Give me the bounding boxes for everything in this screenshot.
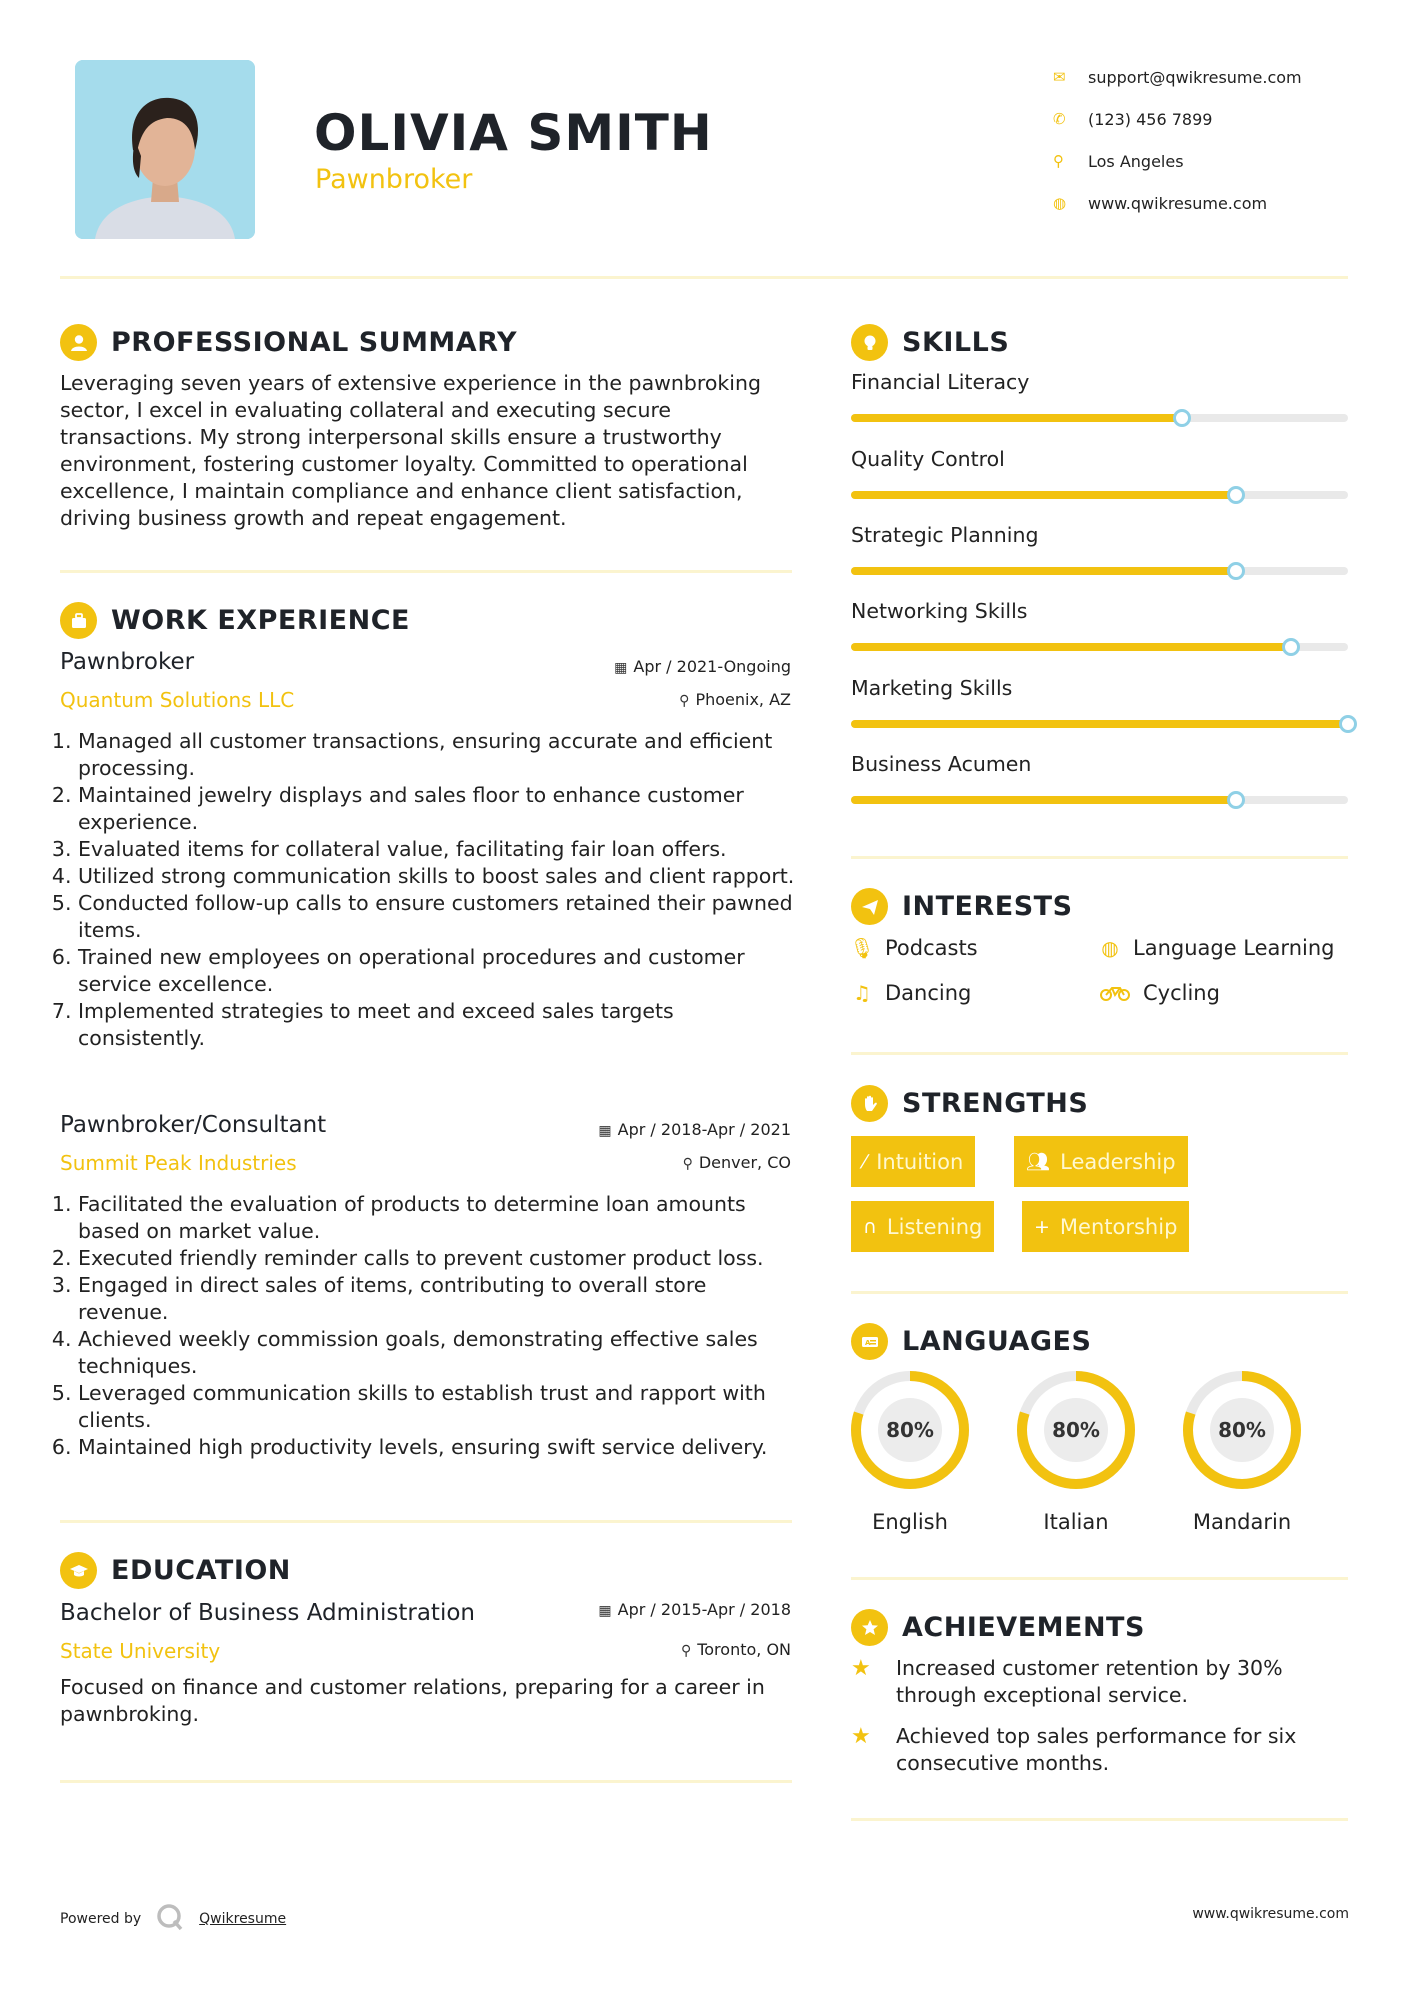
calendar-icon: ▦ <box>598 1123 612 1139</box>
footer-url[interactable]: www.qwikresume.com <box>1192 1906 1349 1922</box>
list-item: 4. Achieved weekly commission goals, demonstrating effective sales techniques. <box>78 1326 796 1380</box>
language-name: Mandarin <box>1192 1510 1292 1534</box>
work-divider <box>60 1520 792 1523</box>
bicycle-icon <box>1099 985 1131 1001</box>
interest-item: 🎙︎ Podcasts <box>849 936 978 960</box>
headphones-icon: ∩ <box>863 1215 877 1238</box>
skills-divider <box>851 856 1348 859</box>
skill-bar-fill <box>851 643 1291 651</box>
job-company: Quantum Solutions LLC <box>60 688 295 712</box>
education-dates: ▦ Apr / 2015-Apr / 2018 <box>598 1600 791 1619</box>
header-divider <box>60 276 1348 279</box>
language-name: Italian <box>1043 1510 1109 1534</box>
candidate-title: Pawnbroker <box>315 164 473 195</box>
job-location: ⚲ Denver, CO <box>682 1153 791 1172</box>
skill-bar-fill <box>851 796 1236 804</box>
skill-bar-fill <box>851 567 1236 575</box>
svg-text:A: A <box>864 1338 870 1347</box>
strength-badge: 👥︎ Leadership <box>1014 1136 1188 1187</box>
pin-icon: ⚲ <box>682 1156 693 1172</box>
job-dates: ▦ Apr / 2018-Apr / 2021 <box>598 1120 791 1139</box>
degree-name: Bachelor of Business Administration <box>60 1600 475 1626</box>
portrait-image <box>75 60 255 239</box>
interests-divider <box>851 1052 1348 1055</box>
skill-item: Marketing Skills <box>851 676 1348 700</box>
briefcase-icon <box>60 602 97 639</box>
music-note-icon: ♫ <box>853 981 871 1005</box>
qwikresume-logo-icon <box>155 1902 185 1936</box>
list-item: 2. Maintained jewelry displays and sales floor to enhance customer experience. <box>78 782 796 836</box>
magic-wand-icon: ⁄ <box>863 1150 867 1173</box>
skill-item: Financial Literacy <box>851 370 1348 394</box>
language-item <box>1180 1368 1304 1534</box>
list-item: 2. Executed friendly reminder calls to prevent customer product loss. <box>78 1245 796 1272</box>
skill-bar-knob <box>1339 715 1357 733</box>
job-location: ⚲ Phoenix, AZ <box>679 690 791 709</box>
job-role: Pawnbroker <box>60 649 195 675</box>
education-heading: EDUCATION <box>60 1552 291 1589</box>
star-icon: ★ <box>851 1656 871 1681</box>
star-icon: ★ <box>851 1724 871 1749</box>
user-plus-icon: + <box>1034 1215 1050 1238</box>
paper-plane-icon <box>851 888 888 925</box>
language-card-icon <box>851 1323 888 1360</box>
list-item: 1. Managed all customer transactions, ensuring accurate and efficient processing. <box>78 728 796 782</box>
language-percent: 80% <box>886 1418 934 1442</box>
strength-badge: ⁄ Intuition <box>851 1136 975 1187</box>
footer-powered-by: Powered by Qwikresume <box>60 1902 286 1936</box>
summary-divider <box>60 570 792 573</box>
calendar-icon: ▦ <box>614 660 628 676</box>
list-item: 3. Evaluated items for collateral value, facilitating fair loan offers. <box>78 836 796 863</box>
skill-item: Networking Skills <box>851 599 1348 623</box>
microphone-icon: 🎙︎ <box>849 936 875 960</box>
list-item: 5. Leveraged communication skills to establish trust and rapport with clients. <box>78 1380 796 1434</box>
user-icon <box>60 324 97 361</box>
pin-icon: ⚲ <box>680 1643 692 1659</box>
profile-photo <box>75 60 255 239</box>
skill-bar-fill <box>851 491 1236 499</box>
lightbulb-icon <box>851 324 888 361</box>
skill-bar <box>851 643 1348 651</box>
job-task-list <box>56 1191 796 1461</box>
achievement-item: ★ Achieved top sales performance for six consecutive months. <box>851 1724 1297 1775</box>
strengths-heading: STRENGTHS <box>851 1085 1088 1122</box>
skill-item: Strategic Planning <box>851 523 1348 547</box>
skill-bar <box>851 796 1348 804</box>
globe-icon: ◍ <box>1101 936 1119 960</box>
achievements-heading: ACHIEVEMENTS <box>851 1609 1145 1646</box>
language-gauge <box>1014 1368 1138 1492</box>
globe-icon: ◍ <box>1053 194 1067 212</box>
job-task-list <box>56 728 796 1052</box>
skill-bar-fill <box>851 720 1348 728</box>
hand-icon <box>851 1085 888 1122</box>
phone-icon: ✆ <box>1053 110 1066 128</box>
graduation-icon <box>60 1552 97 1589</box>
interests-heading: INTERESTS <box>851 888 1073 925</box>
languages-divider <box>851 1577 1348 1580</box>
achievements-divider <box>851 1818 1348 1821</box>
work-heading: WORK EXPERIENCE <box>60 602 410 639</box>
interest-item: ♫ Dancing <box>851 981 971 1005</box>
language-percent: 80% <box>1052 1418 1100 1442</box>
pin-icon: ⚲ <box>679 693 690 709</box>
education-location: ⚲ Toronto, ON <box>680 1640 791 1659</box>
job-company: Summit Peak Industries <box>60 1151 297 1175</box>
skills-heading: SKILLS <box>851 324 1009 361</box>
summary-text: Leveraging seven years of extensive experience in the pawnbroking sector, I excel in evaluating collateral and executing secure transactions. My strong interpersonal skills ensure a trustworthy environment, fostering customer loyalty. Committed to operational excellence, I maintain compliance and enhance client satisfaction, driving business growth and repeat engagement. <box>60 371 761 530</box>
contact-location: ⚲ Los Angeles <box>1050 140 1302 182</box>
language-item <box>1014 1368 1138 1534</box>
list-item: 7. Implemented strategies to meet and exceed sales targets consistently. <box>78 998 796 1052</box>
education-divider <box>60 1780 792 1783</box>
location-pin-icon: ⚲ <box>1053 152 1064 170</box>
contact-list <box>1050 56 1302 224</box>
skill-bar-fill <box>851 414 1182 422</box>
contact-phone[interactable]: ✆ (123) 456 7899 <box>1050 98 1302 140</box>
skill-bar-knob <box>1227 791 1245 809</box>
list-item: 4. Utilized strong communication skills to boost sales and client rapport. <box>78 863 796 890</box>
job-role: Pawnbroker/Consultant <box>60 1112 327 1138</box>
skill-item: Quality Control <box>851 447 1348 471</box>
languages-heading: A LANGUAGES <box>851 1323 1091 1360</box>
skill-item: Business Acumen <box>851 752 1348 776</box>
strengths-divider <box>851 1291 1348 1294</box>
language-percent: 80% <box>1218 1418 1266 1442</box>
language-gauge <box>848 1368 972 1492</box>
language-name: English <box>872 1510 948 1534</box>
strength-badge: + Mentorship <box>1022 1201 1189 1252</box>
calendar-icon: ▦ <box>598 1603 612 1619</box>
candidate-name: OLIVIA SMITH <box>314 104 713 162</box>
school-name: State University <box>60 1639 221 1663</box>
skill-bar <box>851 414 1348 422</box>
interest-item: Cycling <box>1099 981 1220 1005</box>
skill-bar-knob <box>1227 486 1245 504</box>
envelope-icon: ✉ <box>1053 68 1066 86</box>
star-badge-icon <box>851 1609 888 1646</box>
summary-heading: PROFESSIONAL SUMMARY <box>60 324 517 361</box>
list-item: 3. Engaged in direct sales of items, contributing to overall store revenue. <box>78 1272 796 1326</box>
strength-badge: ∩ Listening <box>851 1201 994 1252</box>
list-item: 6. Trained new employees on operational procedures and customer service excellence. <box>78 944 796 998</box>
contact-email[interactable]: ✉ support@qwikresume.com <box>1050 56 1302 98</box>
users-icon: 👥︎ <box>1026 1151 1051 1173</box>
skill-bar <box>851 720 1348 728</box>
skill-bar-knob <box>1227 562 1245 580</box>
interest-item: ◍ Language Learning <box>1099 936 1334 960</box>
contact-website[interactable]: ◍ www.qwikresume.com <box>1050 182 1302 224</box>
job-dates: ▦ Apr / 2021-Ongoing <box>614 657 791 676</box>
list-item: 6. Maintained high productivity levels, ensuring swift service delivery. <box>78 1434 796 1461</box>
language-item <box>848 1368 972 1534</box>
skill-bar-knob <box>1282 638 1300 656</box>
list-item: 5. Conducted follow-up calls to ensure customers retained their pawned items. <box>78 890 796 944</box>
skill-bar-knob <box>1173 409 1191 427</box>
language-gauge <box>1180 1368 1304 1492</box>
education-description: Focused on finance and customer relations, preparing for a career in pawnbroking. <box>60 1675 765 1726</box>
skill-bar <box>851 567 1348 575</box>
list-item: 1. Facilitated the evaluation of products to determine loan amounts based on market value. <box>78 1191 796 1245</box>
qwikresume-link[interactable]: Qwikresume <box>199 1911 287 1927</box>
skill-bar <box>851 491 1348 499</box>
achievement-item: ★ Increased customer retention by 30% through exceptional service. <box>851 1656 1283 1707</box>
